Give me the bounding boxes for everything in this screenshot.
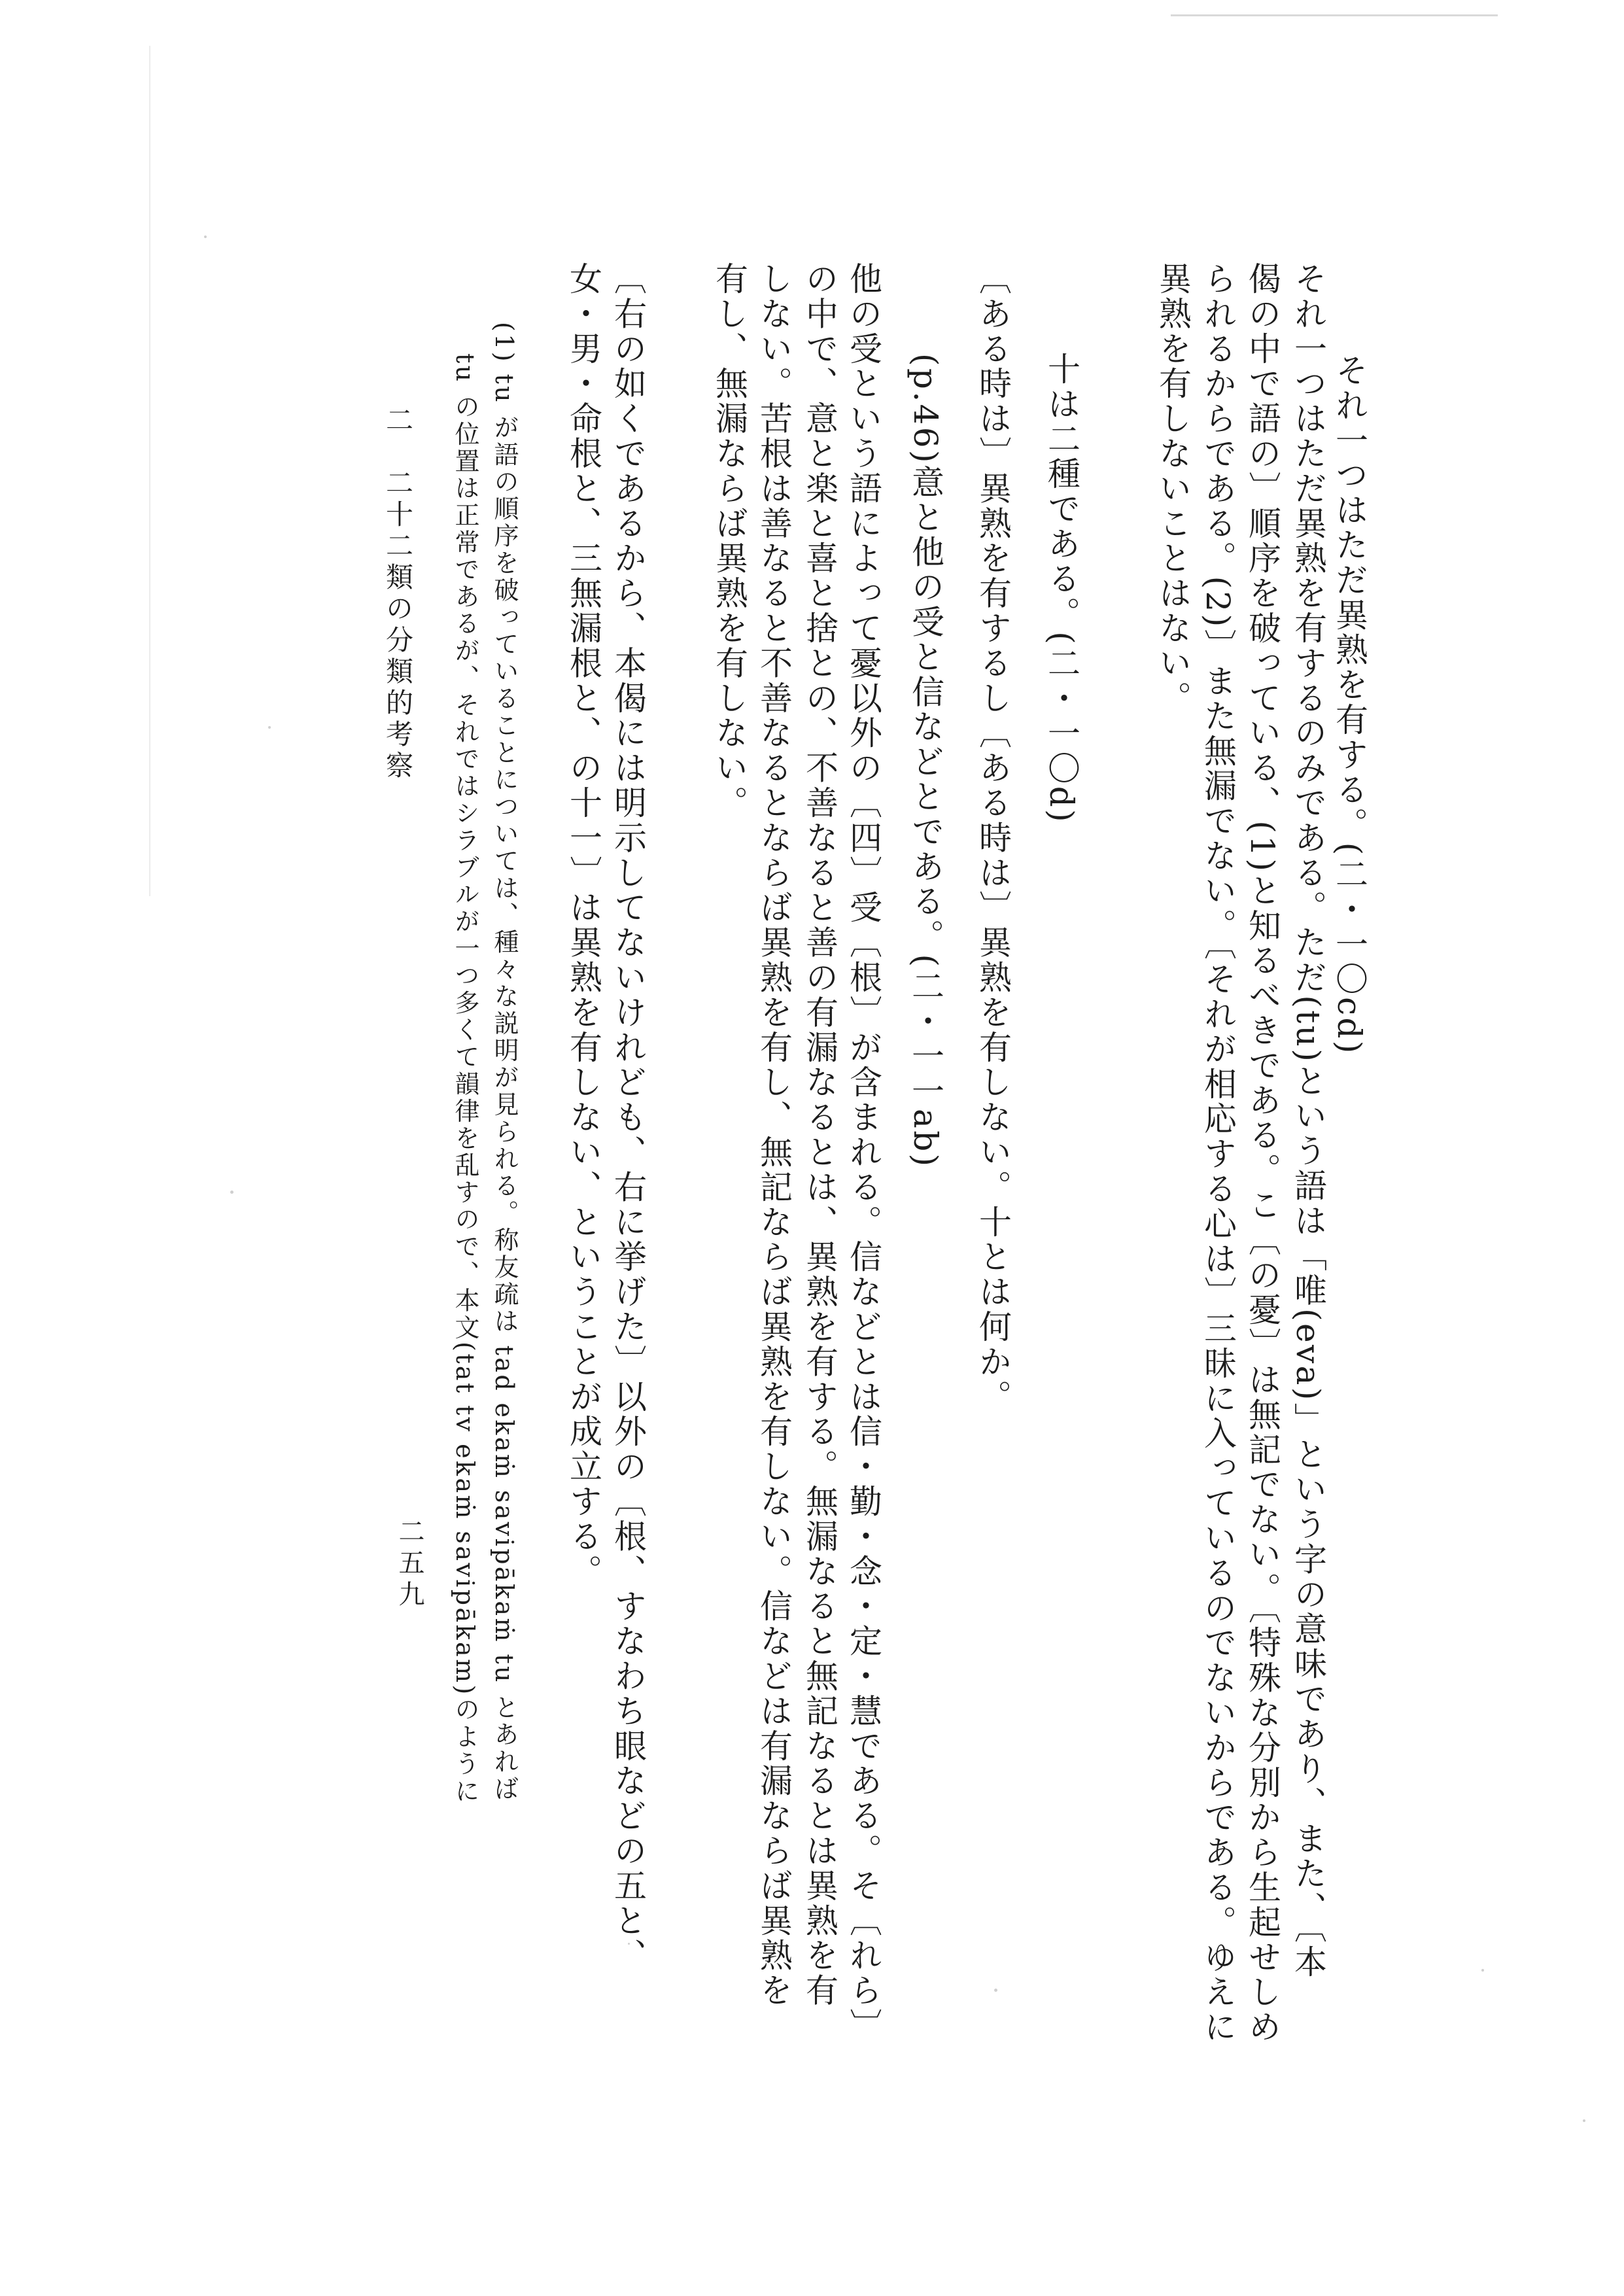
text-column-8: (p.46)意と他の受と信などとである。(二・一一ab) bbox=[907, 353, 944, 1169]
text-column-14: 女・男・命根と、三無漏根と、の十一〕は異熟を有しない、ということが成立する。 bbox=[564, 262, 602, 1590]
text-column-5: 異熟を有しないことはない。 bbox=[1154, 262, 1192, 716]
scan-speck bbox=[268, 726, 271, 729]
text-column-12: 有し、無漏ならば異熟を有しない。 bbox=[710, 262, 748, 821]
text-column-6: 十は二種である。(二・一〇d) bbox=[1043, 352, 1080, 825]
text-column-1: それ一つはただ異熟を有する。(二・一〇cd) bbox=[1330, 353, 1368, 1056]
text-column-3: 偈の中で語の〕順序を破っている、(1)と知るべきである。こ〔の憂〕は無記でない。〔特殊な分別から生起せしめ bbox=[1243, 262, 1281, 2045]
text-column-2: それ一つはただ異熟を有するのみである。ただ(tu)という語は「唯(eva)」という字の意味であり、また、〔本 bbox=[1289, 262, 1327, 1980]
scan-line bbox=[1171, 14, 1498, 16]
scan-line bbox=[149, 46, 150, 896]
text-column-9: 他の受という語によって憂以外の〔四〕受〔根〕が含まれる。信などとは信・勤・念・定・慧である。そ〔れら〕 bbox=[844, 262, 882, 2044]
text-column-10: の中で、意と楽と喜と捨との、不善なると善の有漏なるとは、異熟を有する。無漏なると無記なるとは異熟を有 bbox=[801, 262, 838, 2008]
text-column-11: しない。苦根は善なると不善なるとならば異熟を有し、無記ならば異熟を有しない。信などは有漏ならば異熟を bbox=[755, 262, 793, 2008]
text-column-7: 〔ある時は〕異熟を有するし〔ある時は〕異熟を有しない。十とは何か。 bbox=[974, 262, 1012, 1415]
footnote-1-continued: tu の位置は正常であるが、それではシラブルが一つ多くて韻律を乱すので、本文(tat tv ekaṁ savipākam)のように bbox=[451, 353, 479, 1805]
page-number: 二五九 bbox=[394, 1518, 424, 1612]
scan-speck bbox=[204, 235, 207, 238]
scan-speck bbox=[1481, 1969, 1484, 1972]
footnote-1: (1) tu が語の順序を破っていることについては、種々な説明が見られる。称友疏は tad ekaṁ savipākaṁ tu とあれば bbox=[490, 322, 519, 1803]
scan-speck bbox=[230, 1191, 233, 1194]
scan-speck bbox=[994, 1989, 997, 1992]
text-column-4: られるからである。(2)〕また無漏でない。〔それが相応する心は〕三昧に入っているのでないからである。ゆえに bbox=[1199, 262, 1237, 2045]
scan-speck bbox=[1583, 2119, 1585, 2122]
running-header: 二 二十二類の分類的考察 bbox=[382, 406, 414, 782]
text-column-13: 〔右の如くであるから、本偈には明示してないけれども、右に挙げた〕以外の〔根、すなわち眼などの五と、 bbox=[609, 262, 647, 1974]
